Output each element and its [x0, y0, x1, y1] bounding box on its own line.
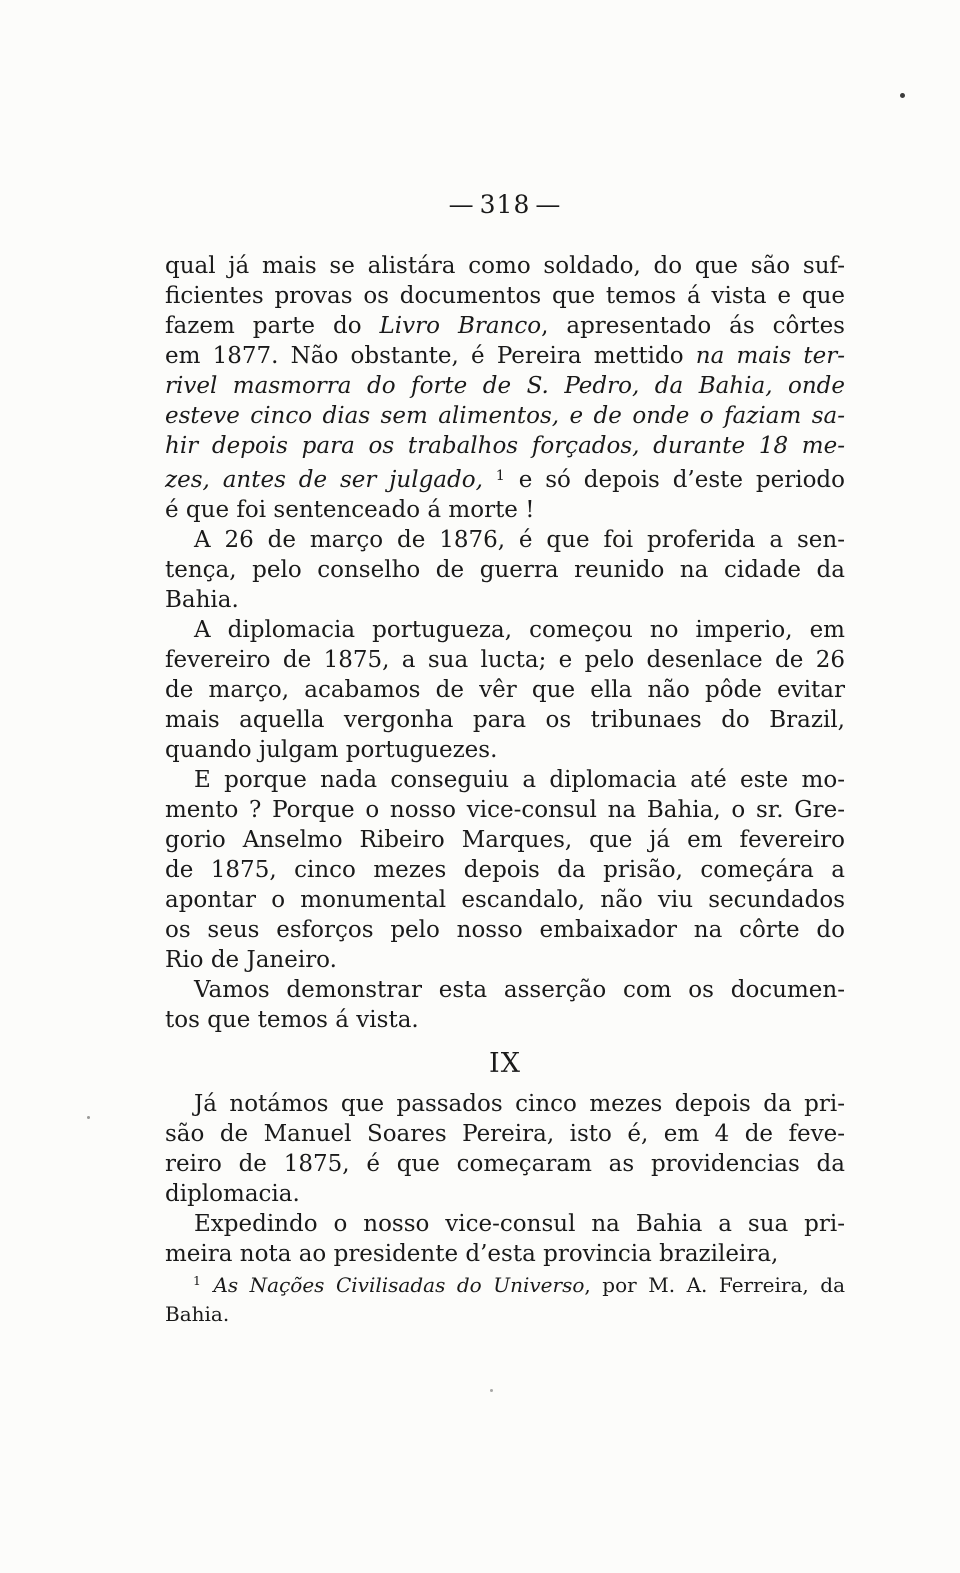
text-line	[165, 585, 845, 615]
text-line	[165, 1179, 845, 1209]
text-segment: em 1877. Não obstante, é Pereira mettido	[165, 343, 696, 369]
paragraph	[165, 615, 845, 765]
text-segment: Rio de Janeiro.	[165, 947, 337, 973]
text-segment: Vamos demonstrar esta asserção com os documen-	[194, 977, 845, 1003]
text-segment: rivel masmorra do forte de S. Pedro, da Bahia, onde	[165, 373, 845, 399]
page-number: 318	[479, 190, 531, 219]
text-line	[165, 251, 845, 281]
text-segment	[483, 467, 496, 493]
text-segment: tos que temos á vista.	[165, 1007, 419, 1033]
text-line	[165, 765, 845, 795]
text-segment: de março, acabamos de vêr que ella não pôde evitar	[165, 677, 845, 703]
text-line	[165, 281, 845, 311]
paragraph	[165, 1089, 845, 1209]
paragraph	[165, 975, 845, 1035]
text-line	[165, 311, 845, 341]
text-segment: e só depois d’este periodo	[505, 467, 845, 493]
text-segment: zes, antes de ser julgado,	[165, 467, 483, 493]
text-segment: quando julgam portuguezes.	[165, 737, 498, 763]
text-line	[165, 1300, 845, 1329]
text-segment: As Nações Civilisadas do Universo	[213, 1273, 585, 1297]
text-line	[165, 675, 845, 705]
text-line	[165, 495, 845, 525]
text-segment: na mais ter-	[695, 343, 845, 369]
text-segment: de 1875, cinco mezes depois da prisão, começára a	[165, 857, 845, 883]
text-line	[165, 1209, 845, 1239]
footnote	[165, 1266, 845, 1329]
text-segment: reiro de 1875, é que começaram as providencias da	[165, 1151, 845, 1177]
text-segment: Bahia.	[165, 1302, 230, 1326]
footnote-marker: 1	[193, 1273, 202, 1288]
text-segment	[202, 1273, 214, 1297]
text-line	[165, 401, 845, 431]
text-line	[165, 555, 845, 585]
text-line	[165, 975, 845, 1005]
body-text	[165, 251, 845, 1269]
text-line	[165, 1149, 845, 1179]
paragraph	[165, 765, 845, 975]
header-dash-right: —	[535, 190, 562, 219]
text-segment: Já notámos que passados cinco mezes depois da pri-	[194, 1091, 845, 1117]
text-segment: ficientes provas os documentos que temos á vista e que	[165, 283, 845, 309]
text-line	[165, 341, 845, 371]
text-segment: hir depois para os trabalhos forçados, durante 18 me-	[165, 433, 845, 459]
text-line	[165, 1239, 845, 1269]
text-line	[165, 945, 845, 975]
paragraph	[165, 525, 845, 615]
text-segment: A 26 de março de 1876, é que foi proferida a sen-	[194, 527, 845, 553]
text-line	[165, 431, 845, 461]
paragraph	[165, 251, 845, 525]
text-segment: Livro Branco	[379, 313, 542, 339]
text-line	[165, 1266, 845, 1300]
text-segment: os seus esforços pelo nosso embaixador na côrte do	[165, 917, 845, 943]
text-segment: , por M. A. Ferreira, da	[584, 1273, 845, 1297]
text-line	[165, 615, 845, 645]
scan-speck	[900, 93, 905, 98]
header-dash-left: —	[448, 190, 475, 219]
scan-speck	[490, 1389, 493, 1392]
text-segment: Bahia.	[165, 587, 239, 613]
text-segment: Expedindo o nosso vice-consul na Bahia a sua pri-	[194, 1211, 845, 1237]
footnote-marker: 1	[495, 468, 506, 484]
text-segment: apontar o monumental escandalo, não viu secundados	[165, 887, 845, 913]
text-segment: qual já mais se alistára como soldado, do que são suf-	[165, 253, 845, 279]
text-segment: diplomacia.	[165, 1181, 300, 1207]
section-heading: IX	[489, 1048, 521, 1079]
paragraph	[165, 1209, 845, 1269]
text-segment: E porque nada conseguiu a diplomacia até este mo-	[194, 767, 845, 793]
text-line	[165, 1005, 845, 1035]
text-segment: , apresentado ás côrtes	[541, 313, 845, 339]
text-line	[165, 915, 845, 945]
text-segment: esteve cinco dias sem alimentos, e de onde o faziam sa-	[165, 403, 845, 429]
text-segment: é que foi sentenceado á morte !	[165, 497, 535, 523]
text-segment: mais aquella vergonha para os tribunaes do Brazil,	[165, 707, 845, 733]
text-segment: A diplomacia portugueza, começou no imperio, em	[194, 617, 845, 643]
text-segment: fevereiro de 1875, a sua lucta; e pelo desenlace de 26	[165, 647, 845, 673]
text-line	[165, 825, 845, 855]
text-segment: meira nota ao presidente d’esta provincia brazileira,	[165, 1241, 779, 1267]
text-segment: fazem parte do	[165, 313, 380, 339]
page-number-header	[165, 190, 845, 219]
text-line	[165, 705, 845, 735]
text-line	[165, 885, 845, 915]
text-line	[165, 371, 845, 401]
text-segment: gorio Anselmo Ribeiro Marques, que já em fevereiro	[165, 827, 845, 853]
text-line	[165, 645, 845, 675]
text-line	[165, 855, 845, 885]
text-line	[165, 1119, 845, 1149]
text-line	[165, 525, 845, 555]
text-segment: mento ? Porque o nosso vice-consul na Bahia, o sr. Gre-	[165, 797, 845, 823]
text-line	[165, 1089, 845, 1119]
text-line	[165, 461, 845, 495]
text-line	[165, 735, 845, 765]
text-segment: tença, pelo conselho de guerra reunido na cidade da	[165, 557, 845, 583]
text-segment: são de Manuel Soares Pereira, isto é, em 4 de feve-	[165, 1121, 845, 1147]
scan-speck	[87, 1116, 90, 1119]
text-line	[165, 795, 845, 825]
